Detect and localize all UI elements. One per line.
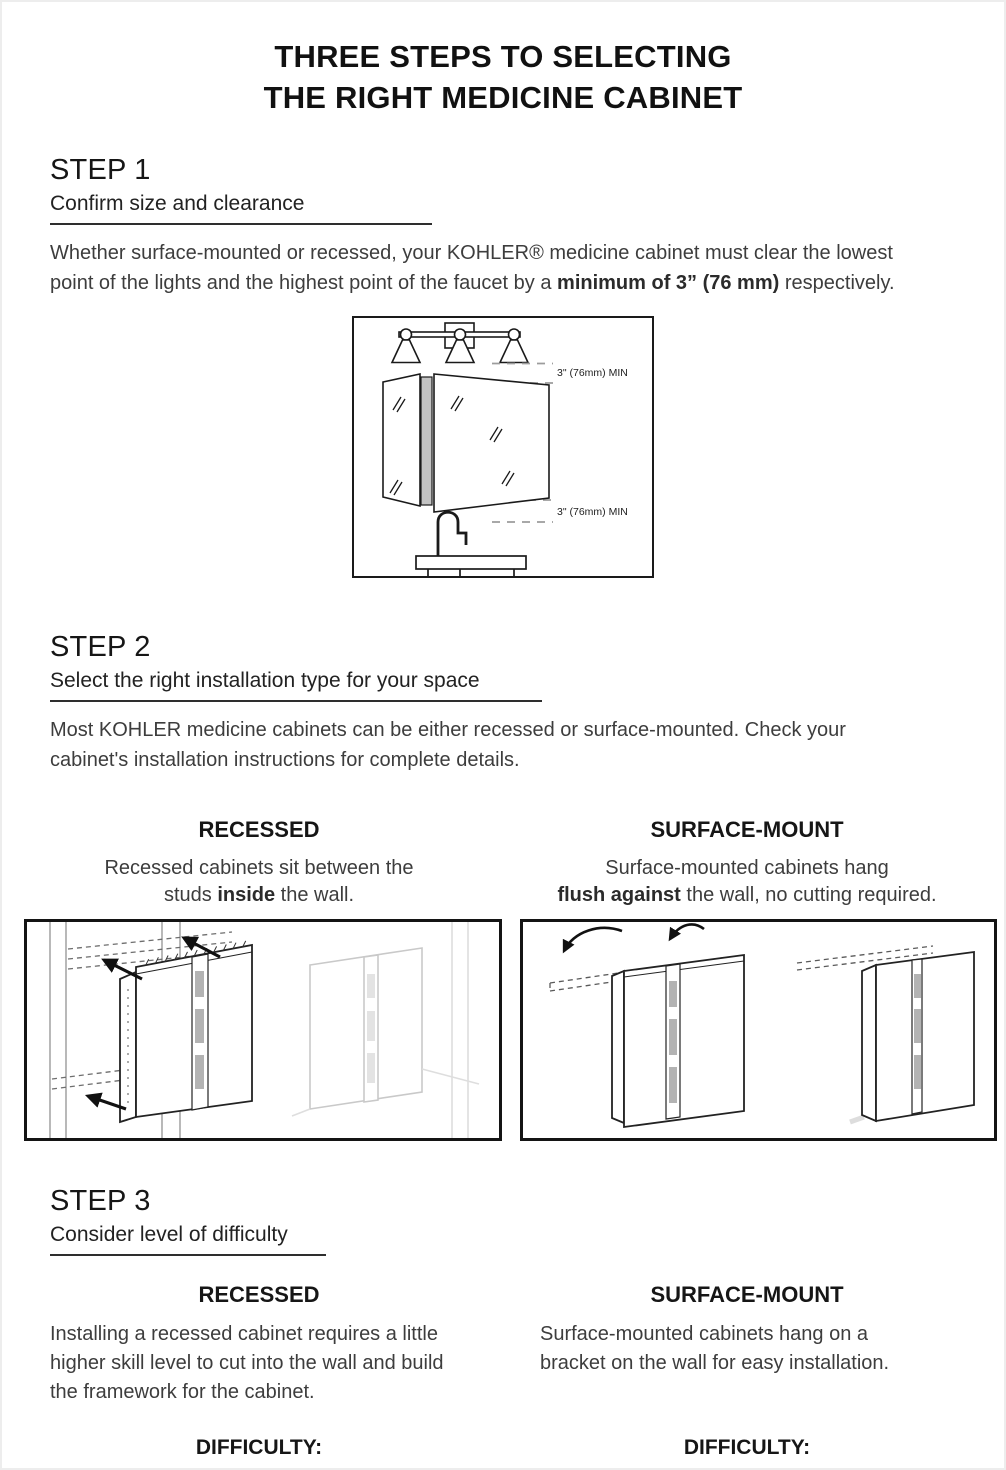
surface-mount-title: SURFACE-MOUNT [650,817,844,842]
page-title-line1: THREE STEPS TO SELECTING [274,39,732,74]
step2-columns [24,817,982,909]
recessed-difficulty-description: Installing a recessed cabinet requires a little higher skill level to cut into the wall and build the framework for the cabinet. [50,1323,444,1403]
surface-mount-title: SURFACE-MOUNT [650,1282,844,1307]
recessed-column [24,817,494,909]
recessed-cabinet-drawing [120,945,252,1122]
surface-mount-column [512,817,982,909]
step1-body [50,238,956,298]
difficulty-label: DIFFICULTY: [195,1436,323,1459]
recessed-difficulty-column [24,1282,494,1470]
step1-body-line2-pre: point of the lights and the highest point of the faucet by a [50,272,558,294]
step1-body-line1: Whether surface-mounted or recessed, your KOHLER® medicine cabinet must clear the lowest [50,242,893,264]
step1-body-line2-bold: minimum of 3” (76 mm) [557,272,780,294]
step2-heading: STEP 2 [50,631,151,663]
step3-subheading: Consider level of difficulty [50,1218,326,1256]
cabinet-hinge-strip-left [669,981,677,1103]
surface-mount-illustration-box [520,919,997,1141]
clearance-top-label: 3" (76mm) MIN [557,367,628,379]
clearance-bottom-label: 3" (76mm) MIN [557,506,628,518]
page-title [2,36,1004,118]
step2-body-line2: cabinet's installation instructions for complete details. [50,749,520,771]
page-title-line2: THE RIGHT MEDICINE CABINET [263,80,743,115]
surface-mount-difficulty [512,1436,982,1470]
step1-section [50,154,956,298]
surface-mount-installation-illustration [520,919,997,1141]
surface-mount-description: Surface-mounted cabinets hang flush against the wall, no cutting required. [557,857,937,906]
surface-mount-difficulty-column [512,1282,982,1470]
step1-heading: STEP 1 [50,154,151,186]
recessed-title: RECESSED [198,1282,320,1307]
medicine-cabinet-drawing [383,374,549,512]
recessed-installation-illustration [24,919,502,1141]
recessed-illustration-box [24,919,502,1141]
cabinet-hinge-strip-right [914,974,921,1089]
step3-section [50,1185,956,1256]
step2-illustrations [24,919,982,1141]
surface-cabinet-left-drawing [612,955,744,1127]
step3-columns [24,1282,982,1470]
cabinet-hinge-strip [195,971,204,1089]
clearance-diagram [352,316,654,578]
step1-body-line2-post: respectively. [779,272,895,294]
step1-figure-wrap [2,316,1004,583]
recessed-difficulty [24,1436,494,1470]
step2-body-line1: Most KOHLER medicine cabinets can be either recessed or surface-mounted. Check your [50,719,846,741]
step3-heading: STEP 3 [50,1185,151,1217]
surface-mount-difficulty-description: Surface-mounted cabinets hang on a bracket on the wall for easy installation. [540,1323,890,1374]
step2-subheading: Select the right installation type for your space [50,664,542,702]
step2-section [50,631,956,775]
step2-body [50,715,956,775]
step1-subheading: Confirm size and clearance [50,187,432,225]
difficulty-label: DIFFICULTY: [683,1436,811,1459]
recessed-title: RECESSED [198,817,320,842]
recessed-description: Recessed cabinets sit between the studs inside the wall. [104,857,414,906]
